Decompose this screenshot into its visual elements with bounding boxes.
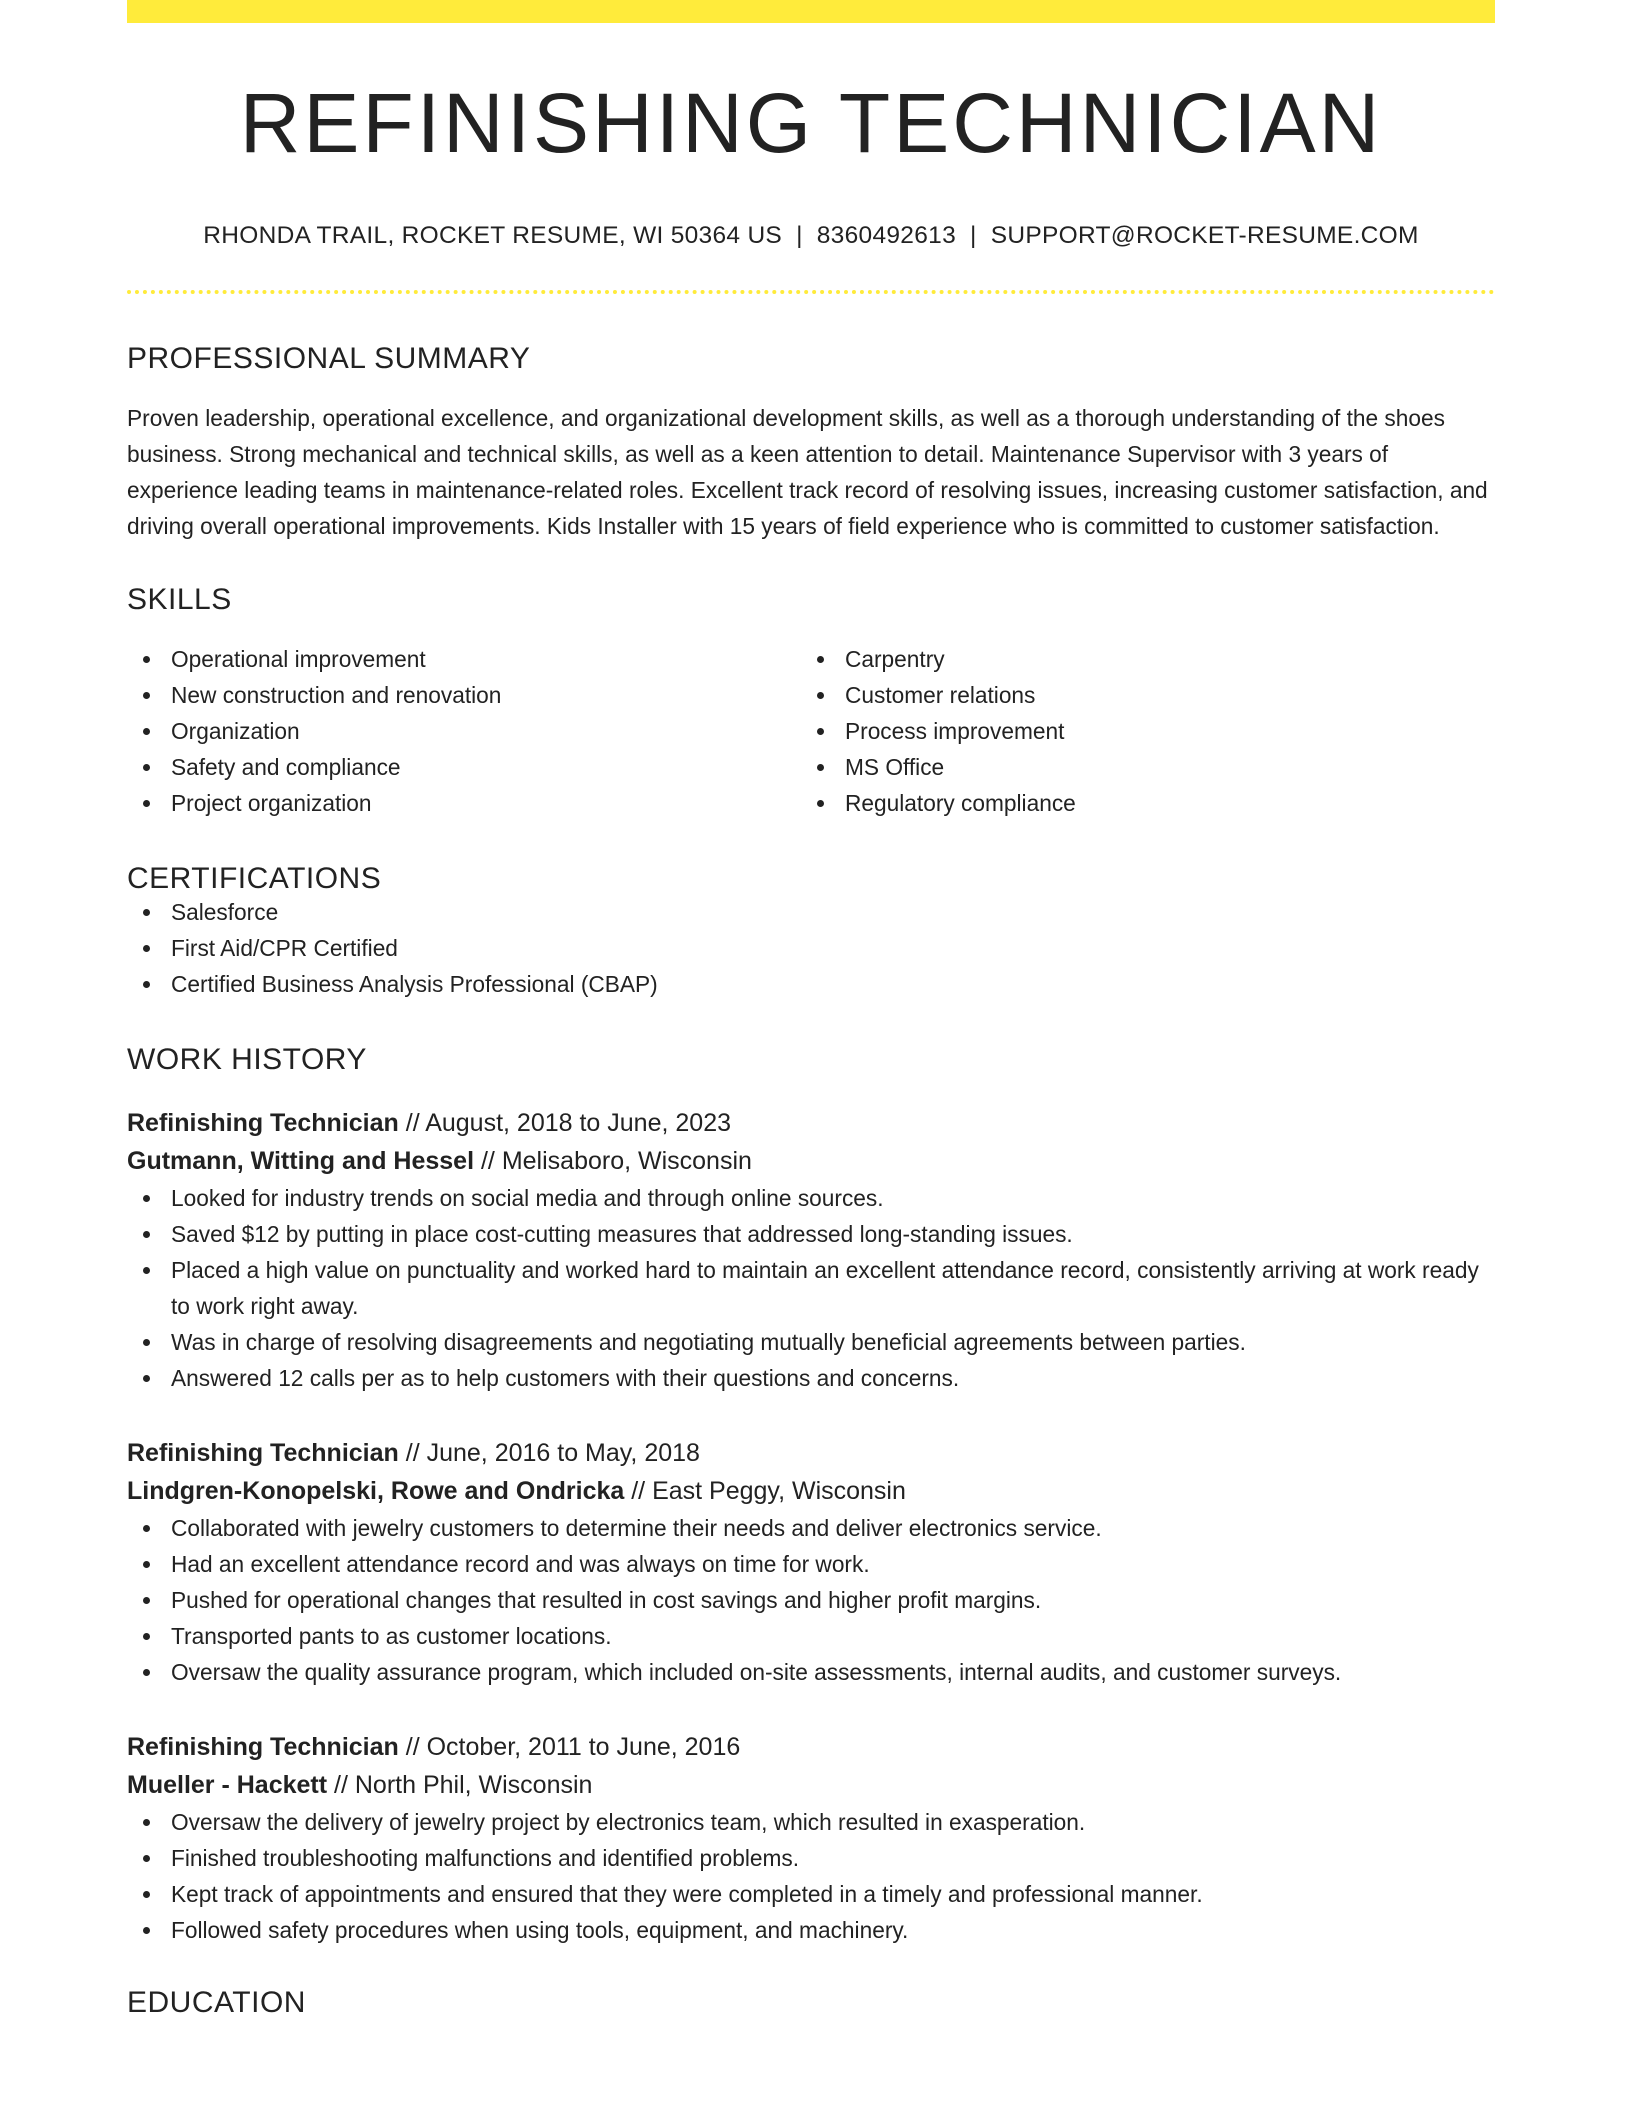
- list-item: Regulatory compliance: [801, 785, 1475, 821]
- skills-list-left: [127, 641, 801, 821]
- list-item: Safety and compliance: [127, 749, 801, 785]
- job-separator: //: [398, 1439, 427, 1467]
- job-separator: //: [474, 1147, 502, 1175]
- list-item: Carpentry: [801, 641, 1475, 677]
- resume-page: [127, 0, 1495, 2018]
- list-item: Salesforce: [127, 894, 1495, 930]
- job-role: Refinishing Technician: [127, 1733, 399, 1761]
- job-bullet: Was in charge of resolving disagreements and negotiating mutually beneficial agreements between parties.: [127, 1324, 1495, 1360]
- contact-separator: |: [970, 222, 977, 249]
- job-bullet: Looked for industry trends on social media and through online sources.: [127, 1180, 1495, 1216]
- job-separator: //: [327, 1771, 355, 1799]
- job-bullet: Transported pants to as customer locations.: [127, 1618, 1495, 1654]
- skills-grid: [127, 641, 1495, 821]
- list-item: MS Office: [801, 749, 1475, 785]
- job-location: Melisaboro, Wisconsin: [501, 1147, 752, 1175]
- job-bullet: Finished troubleshooting malfunctions and identified problems.: [127, 1840, 1495, 1876]
- job-separator: //: [624, 1477, 653, 1505]
- resume-title: REFINISHING TECHNICIAN: [239, 76, 1383, 170]
- job-company-line: [127, 1766, 1495, 1804]
- job-bullets: [127, 1804, 1495, 1948]
- job-title-line: [127, 1434, 1495, 1472]
- job-location: East Peggy, Wisconsin: [652, 1477, 906, 1505]
- job-location: North Phil, Wisconsin: [354, 1771, 593, 1799]
- certifications-heading: CERTIFICATIONS: [127, 862, 382, 895]
- job-entry: [127, 1434, 1495, 1690]
- job-company: Gutmann, Witting and Hessel: [127, 1147, 475, 1175]
- job-bullet: Had an excellent attendance record and was always on time for work.: [127, 1546, 1495, 1582]
- job-bullet: Placed a high value on punctuality and worked hard to maintain an excellent attendance record, consistently arriving at work ready to work right away.: [127, 1252, 1495, 1324]
- list-item: First Aid/CPR Certified: [127, 930, 1495, 966]
- job-bullets: [127, 1180, 1495, 1396]
- job-bullet: Collaborated with jewelry customers to determine their needs and deliver electronics service.: [127, 1510, 1495, 1546]
- top-accent-bar: [127, 0, 1495, 23]
- job-role: Refinishing Technician: [127, 1109, 399, 1137]
- job-company: Mueller - Hackett: [127, 1771, 328, 1799]
- contact-line: [127, 222, 1495, 250]
- list-item: Customer relations: [801, 677, 1475, 713]
- job-role: Refinishing Technician: [127, 1439, 399, 1467]
- skills-column-right: [801, 641, 1475, 821]
- work-history-list: [127, 1104, 1495, 1948]
- certifications-list: [127, 894, 1495, 1002]
- job-separator: //: [398, 1733, 427, 1761]
- job-bullets: [127, 1510, 1495, 1690]
- job-separator: //: [398, 1109, 426, 1137]
- job-company: Lindgren-Konopelski, Rowe and Ondricka: [127, 1477, 625, 1505]
- skills-list-right: [801, 641, 1475, 821]
- job-bullet: Pushed for operational changes that resulted in cost savings and higher profit margins.: [127, 1582, 1495, 1618]
- job-dates: August, 2018 to June, 2023: [425, 1109, 732, 1137]
- job-title-line: [127, 1104, 1495, 1142]
- job-bullet: Oversaw the delivery of jewelry project by electronics team, which resulted in exasperation.: [127, 1804, 1495, 1840]
- list-item: Organization: [127, 713, 801, 749]
- job-bullet: Followed safety procedures when using tools, equipment, and machinery.: [127, 1912, 1495, 1948]
- list-item: Project organization: [127, 785, 801, 821]
- job-bullet: Answered 12 calls per as to help customers with their questions and concerns.: [127, 1360, 1495, 1396]
- job-dates: October, 2011 to June, 2016: [426, 1733, 741, 1761]
- dotted-divider: [127, 290, 1495, 294]
- job-entry: [127, 1104, 1495, 1396]
- work-history-heading: WORK HISTORY: [127, 1043, 367, 1076]
- job-bullet: Oversaw the quality assurance program, which included on-site assessments, internal audits, and customer surveys.: [127, 1654, 1495, 1690]
- contact-address: RHONDA TRAIL, ROCKET RESUME, WI 50364 US: [203, 222, 783, 249]
- job-company-line: [127, 1142, 1495, 1180]
- list-item: New construction and renovation: [127, 677, 801, 713]
- contact-phone: 8360492613: [816, 222, 957, 249]
- job-title-line: [127, 1728, 1495, 1766]
- list-item: Certified Business Analysis Professional (CBAP): [127, 966, 1495, 1002]
- job-entry: [127, 1728, 1495, 1948]
- skills-column-left: [127, 641, 801, 821]
- job-company-line: [127, 1472, 1495, 1510]
- job-bullet: Kept track of appointments and ensured that they were completed in a timely and professional manner.: [127, 1876, 1495, 1912]
- list-item: Operational improvement: [127, 641, 801, 677]
- job-dates: June, 2016 to May, 2018: [426, 1439, 700, 1467]
- contact-email: SUPPORT@ROCKET-RESUME.COM: [990, 222, 1419, 249]
- skills-heading: SKILLS: [127, 583, 232, 616]
- contact-separator: |: [796, 222, 803, 249]
- education-heading: EDUCATION: [127, 1986, 306, 2019]
- summary-heading: PROFESSIONAL SUMMARY: [127, 342, 531, 375]
- list-item: Process improvement: [801, 713, 1475, 749]
- summary-text: Proven leadership, operational excellence, and organizational development skills, as well as a thorough understanding of the shoes business. Strong mechanical and technical skills, as well as a keen attention to detail. Maintenance Supervisor with 3 years of experience leading teams in maintenance-related roles. Excellent track record of resolving issues, increasing customer satisfaction, and driving overall operational improvements. Kids Installer with 15 years of field experience who is committed to customer satisfaction.: [127, 405, 1488, 539]
- job-bullet: Saved $12 by putting in place cost-cutting measures that addressed long-standing issues.: [127, 1216, 1495, 1252]
